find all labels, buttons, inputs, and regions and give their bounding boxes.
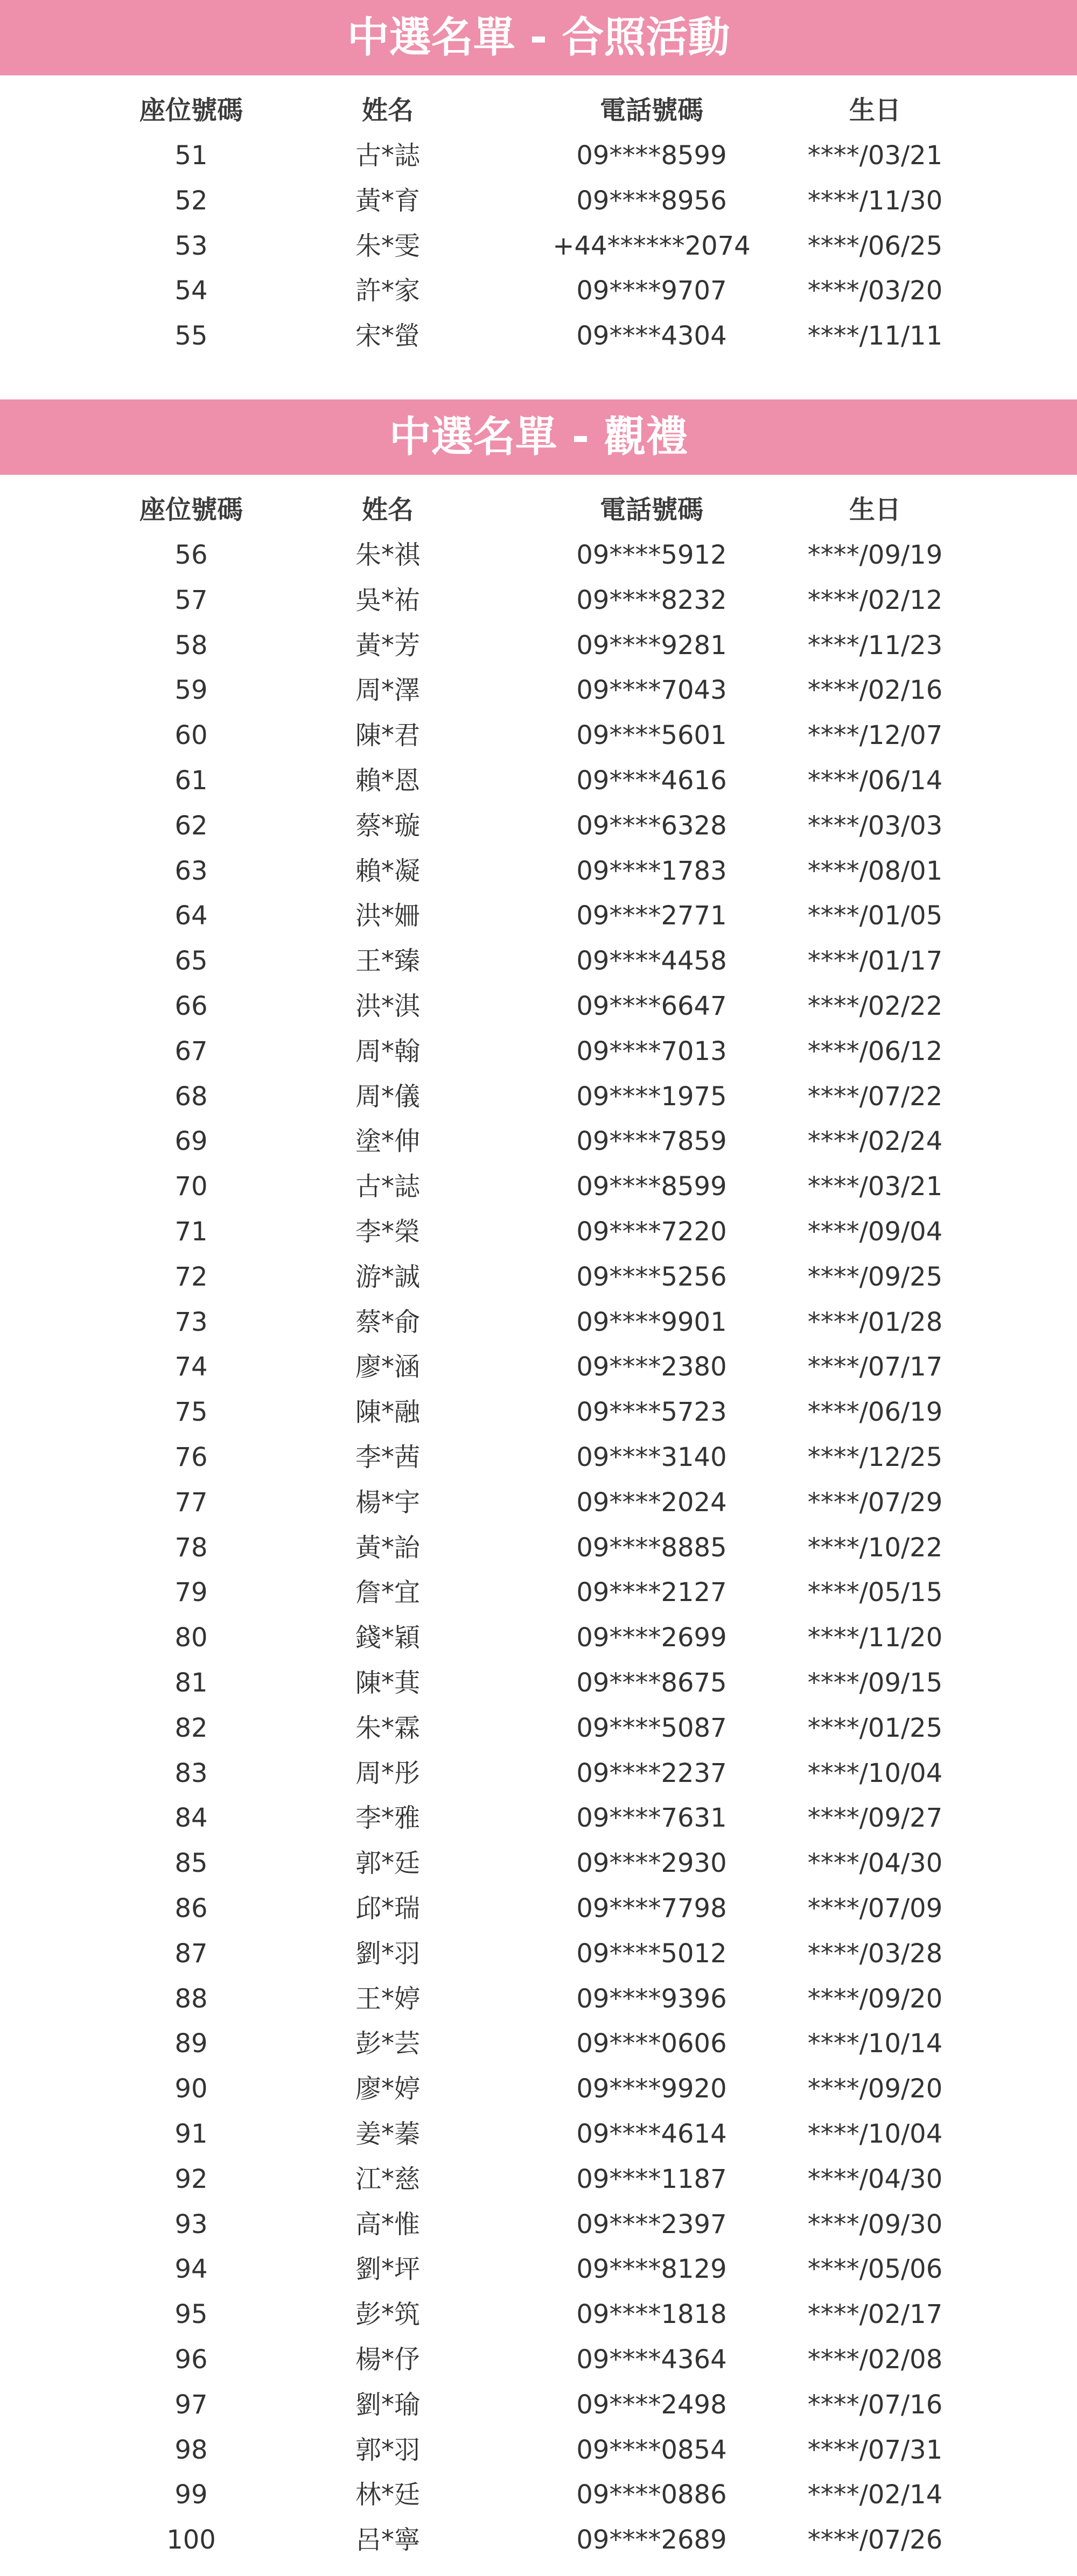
seat-number-cell: 94	[174, 2254, 208, 2284]
phone-cell: 09****5601	[576, 720, 727, 750]
phone-cell: 09****7631	[576, 1803, 727, 1833]
name-cell: 錢*穎	[355, 1623, 420, 1653]
seat-number-cell: 81	[174, 1668, 208, 1698]
table-row	[0, 1254, 1077, 1300]
seat-number-cell: 83	[174, 1758, 208, 1788]
birthday-cell: ****/11/30	[807, 186, 943, 216]
table-row	[0, 2247, 1077, 2292]
name-cell: 黃*芳	[355, 630, 420, 661]
seat-number-cell: 59	[174, 675, 208, 705]
name-cell: 廖*婷	[355, 2074, 420, 2104]
seat-number-cell: 77	[174, 1487, 208, 1518]
section-title-banner: 中選名單 - 觀禮	[0, 399, 1077, 475]
name-cell: 王*婷	[355, 1984, 420, 2014]
table-row	[0, 893, 1077, 938]
seat-number-cell: 66	[174, 991, 208, 1021]
table-row	[0, 2337, 1077, 2382]
birthday-cell: ****/04/30	[807, 2164, 943, 2194]
seat-number-cell: 76	[174, 1442, 208, 1472]
name-cell: 李*榮	[355, 1217, 420, 1247]
name-cell: 邱*瑞	[355, 1893, 420, 1924]
birthday-cell: ****/07/29	[807, 1487, 943, 1518]
name-cell: 洪*姍	[355, 901, 420, 931]
name-cell: 黃*詒	[355, 1533, 420, 1563]
birthday-cell: ****/07/31	[807, 2435, 943, 2465]
table-row	[0, 133, 1077, 178]
column-header-birthday: 生日	[849, 95, 901, 125]
name-cell: 周*澤	[355, 675, 420, 705]
phone-cell: 09****2771	[576, 901, 727, 931]
table-row	[0, 1389, 1077, 1435]
seat-number-cell: 85	[174, 1848, 208, 1878]
seat-number-cell: 88	[174, 1984, 208, 2014]
name-cell: 周*翰	[355, 1036, 420, 1066]
table-row	[0, 1525, 1077, 1570]
table-row	[0, 1029, 1077, 1074]
name-cell: 李*茜	[355, 1442, 420, 1472]
column-header-name: 姓名	[361, 95, 414, 125]
table-row	[0, 2111, 1077, 2157]
table-row	[0, 803, 1077, 848]
birthday-cell: ****/09/19	[807, 540, 943, 570]
phone-cell: 09****8885	[576, 1533, 727, 1563]
seat-number-cell: 54	[174, 276, 208, 306]
column-header-birthday: 生日	[849, 495, 901, 525]
seat-number-cell: 63	[174, 856, 208, 886]
birthday-cell: ****/10/22	[807, 1533, 943, 1563]
birthday-cell: ****/06/19	[807, 1397, 943, 1427]
table-row	[0, 1615, 1077, 1660]
table-row	[0, 713, 1077, 758]
phone-cell: 09****8599	[576, 1171, 727, 1202]
table-row	[0, 1209, 1077, 1254]
table-header-row	[0, 487, 1077, 532]
table-row	[0, 1435, 1077, 1480]
birthday-cell: ****/11/20	[807, 1623, 943, 1653]
birthday-cell: ****/10/14	[807, 2028, 943, 2059]
name-cell: 詹*宜	[355, 1577, 420, 1608]
phone-cell: 09****4616	[576, 766, 727, 796]
phone-cell: 09****8599	[576, 141, 727, 171]
name-cell: 呂*寧	[355, 2525, 420, 2555]
name-cell: 賴*恩	[355, 766, 420, 796]
seat-number-cell: 60	[174, 720, 208, 750]
phone-cell: 09****2380	[576, 1352, 727, 1382]
phone-cell: 09****8675	[576, 1668, 727, 1698]
table-row	[0, 758, 1077, 803]
name-cell: 周*儀	[355, 1082, 420, 1112]
table-row	[0, 1570, 1077, 1615]
birthday-cell: ****/03/03	[807, 811, 943, 841]
birthday-cell: ****/03/20	[807, 276, 943, 306]
table-row	[0, 984, 1077, 1029]
name-cell: 王*臻	[355, 946, 420, 976]
seat-number-cell: 67	[174, 1036, 208, 1066]
birthday-cell: ****/03/28	[807, 1939, 943, 1969]
table-row	[0, 2382, 1077, 2427]
phone-cell: 09****9901	[576, 1307, 727, 1337]
table-row	[0, 2202, 1077, 2247]
name-cell: 楊*宇	[355, 1487, 420, 1518]
phone-cell: 09****9920	[576, 2074, 727, 2104]
phone-cell: 09****4364	[576, 2345, 727, 2375]
name-cell: 黃*育	[355, 186, 420, 216]
seat-number-cell: 69	[174, 1126, 208, 1156]
birthday-cell: ****/02/16	[807, 675, 943, 705]
birthday-cell: ****/06/25	[807, 231, 943, 261]
phone-cell: 09****5012	[576, 1939, 727, 1969]
name-cell: 陳*君	[355, 720, 420, 750]
seat-number-cell: 91	[174, 2119, 208, 2149]
phone-cell: 09****2127	[576, 1577, 727, 1608]
phone-cell: 09****8956	[576, 186, 727, 216]
table-row	[0, 1480, 1077, 1525]
table-row	[0, 668, 1077, 713]
birthday-cell: ****/11/11	[807, 321, 943, 351]
seat-number-cell: 52	[174, 186, 208, 216]
phone-cell: 09****4614	[576, 2119, 727, 2149]
phone-cell: 09****0886	[576, 2480, 727, 2510]
phone-cell: 09****9707	[576, 276, 727, 306]
phone-cell: 09****0606	[576, 2028, 727, 2059]
name-cell: 朱*雯	[355, 231, 420, 261]
phone-cell: 09****2237	[576, 1758, 727, 1788]
phone-cell: 09****1975	[576, 1082, 727, 1112]
phone-cell: 09****4304	[576, 321, 727, 351]
phone-cell: 09****7043	[576, 675, 727, 705]
name-cell: 許*家	[355, 276, 420, 306]
seat-number-cell: 72	[174, 1262, 208, 1292]
birthday-cell: ****/09/27	[807, 1803, 943, 1833]
birthday-cell: ****/07/17	[807, 1352, 943, 1382]
birthday-cell: ****/08/01	[807, 856, 943, 886]
birthday-cell: ****/03/21	[807, 141, 943, 171]
phone-cell: 09****9281	[576, 630, 727, 661]
table-row	[0, 1751, 1077, 1796]
name-cell: 劉*坪	[355, 2254, 420, 2284]
seat-number-cell: 71	[174, 1217, 208, 1247]
table-row	[0, 1300, 1077, 1345]
name-cell: 李*雅	[355, 1803, 420, 1833]
name-cell: 周*彤	[355, 1758, 420, 1788]
name-cell: 陳*融	[355, 1397, 420, 1427]
birthday-cell: ****/09/30	[807, 2209, 943, 2240]
seat-number-cell: 73	[174, 1307, 208, 1337]
name-cell: 賴*凝	[355, 856, 420, 886]
seat-number-cell: 55	[174, 321, 208, 351]
birthday-cell: ****/01/28	[807, 1307, 943, 1337]
seat-number-cell: 79	[174, 1577, 208, 1608]
table-row	[0, 1344, 1077, 1389]
birthday-cell: ****/05/06	[807, 2254, 943, 2284]
birthday-cell: ****/01/25	[807, 1713, 943, 1743]
birthday-cell: ****/07/09	[807, 1893, 943, 1924]
seat-number-cell: 90	[174, 2074, 208, 2104]
phone-cell: 09****8232	[576, 585, 727, 615]
seat-number-cell: 93	[174, 2209, 208, 2240]
phone-cell: 09****7859	[576, 1126, 727, 1156]
seat-number-cell: 87	[174, 1939, 208, 1969]
seat-number-cell: 99	[174, 2480, 208, 2510]
seat-number-cell: 92	[174, 2164, 208, 2194]
table-row	[0, 1931, 1077, 1976]
name-cell: 劉*瑜	[355, 2390, 420, 2420]
name-cell: 劉*羽	[355, 1939, 420, 1969]
table-row	[0, 2157, 1077, 2202]
seat-number-cell: 80	[174, 1623, 208, 1653]
table-row	[0, 223, 1077, 269]
table-row	[0, 848, 1077, 894]
seat-number-cell: 74	[174, 1352, 208, 1382]
birthday-cell: ****/11/23	[807, 630, 943, 661]
birthday-cell: ****/03/21	[807, 1171, 943, 1202]
table-row	[0, 1841, 1077, 1886]
birthday-cell: ****/12/07	[807, 720, 943, 750]
name-cell: 蔡*俞	[355, 1307, 420, 1337]
birthday-cell: ****/02/12	[807, 585, 943, 615]
table-row	[0, 268, 1077, 313]
birthday-cell: ****/12/25	[807, 1442, 943, 1472]
seat-number-cell: 96	[174, 2345, 208, 2375]
phone-cell: 09****5087	[576, 1713, 727, 1743]
birthday-cell: ****/02/08	[807, 2345, 943, 2375]
table-row	[0, 1164, 1077, 1209]
birthday-cell: ****/09/04	[807, 1217, 943, 1247]
name-cell: 古*誌	[355, 1171, 420, 1202]
table-row	[0, 1705, 1077, 1751]
name-cell: 吳*祐	[355, 585, 420, 615]
phone-cell: 09****3140	[576, 1442, 727, 1472]
phone-cell: 09****9396	[576, 1984, 727, 2014]
column-header-phone: 電話號碼	[599, 495, 703, 525]
birthday-cell: ****/06/14	[807, 766, 943, 796]
seat-number-cell: 86	[174, 1893, 208, 1924]
name-cell: 廖*涵	[355, 1352, 420, 1382]
table-row	[0, 623, 1077, 668]
phone-cell: 09****2930	[576, 1848, 727, 1878]
seat-number-cell: 82	[174, 1713, 208, 1743]
phone-cell: 09****5912	[576, 540, 727, 570]
seat-number-cell: 53	[174, 231, 208, 261]
birthday-cell: ****/01/05	[807, 901, 943, 931]
phone-cell: 09****4458	[576, 946, 727, 976]
seat-number-cell: 97	[174, 2390, 208, 2420]
phone-cell: 09****7220	[576, 1217, 727, 1247]
phone-cell: +44******2074	[553, 231, 751, 261]
column-header-seat: 座位號碼	[139, 495, 243, 525]
table-row	[0, 578, 1077, 623]
birthday-cell: ****/09/25	[807, 1262, 943, 1292]
table-row	[0, 2427, 1077, 2473]
birthday-cell: ****/07/16	[807, 2390, 943, 2420]
name-cell: 林*廷	[355, 2480, 420, 2510]
birthday-cell: ****/10/04	[807, 2119, 943, 2149]
name-cell: 古*誌	[355, 141, 420, 171]
phone-cell: 09****1818	[576, 2299, 727, 2329]
phone-cell: 09****0854	[576, 2435, 727, 2465]
name-cell: 陳*萁	[355, 1668, 420, 1698]
table-row	[0, 1886, 1077, 1931]
phone-cell: 09****2689	[576, 2525, 727, 2555]
name-cell: 朱*祺	[355, 540, 420, 570]
table-header-row	[0, 88, 1077, 133]
seat-number-cell: 64	[174, 901, 208, 931]
name-cell: 蔡*璇	[355, 811, 420, 841]
table-row	[0, 1976, 1077, 2022]
seat-number-cell: 78	[174, 1533, 208, 1563]
phone-cell: 09****7013	[576, 1036, 727, 1066]
birthday-cell: ****/07/22	[807, 1082, 943, 1112]
table-row	[0, 313, 1077, 359]
birthday-cell: ****/06/12	[807, 1036, 943, 1066]
phone-cell: 09****5723	[576, 1397, 727, 1427]
phone-cell: 09****2699	[576, 1623, 727, 1653]
birthday-cell: ****/02/17	[807, 2299, 943, 2329]
birthday-cell: ****/09/20	[807, 1984, 943, 2014]
seat-number-cell: 98	[174, 2435, 208, 2465]
name-cell: 高*惟	[355, 2209, 420, 2240]
seat-number-cell: 100	[166, 2525, 216, 2555]
name-cell: 宋*螢	[355, 321, 420, 351]
phone-cell: 09****2498	[576, 2390, 727, 2420]
seat-number-cell: 68	[174, 1082, 208, 1112]
phone-cell: 09****2024	[576, 1487, 727, 1518]
birthday-cell: ****/05/15	[807, 1577, 943, 1608]
column-header-phone: 電話號碼	[599, 95, 703, 125]
birthday-cell: ****/07/26	[807, 2525, 943, 2555]
name-cell: 游*誠	[355, 1262, 420, 1292]
birthday-cell: ****/02/22	[807, 991, 943, 1021]
table-row	[0, 2292, 1077, 2337]
seat-number-cell: 65	[174, 946, 208, 976]
table-row	[0, 1119, 1077, 1164]
birthday-cell: ****/02/24	[807, 1126, 943, 1156]
name-cell: 楊*伃	[355, 2345, 420, 2375]
seat-number-cell: 70	[174, 1171, 208, 1202]
birthday-cell: ****/09/15	[807, 1668, 943, 1698]
table-row	[0, 178, 1077, 223]
table-row	[0, 1795, 1077, 1841]
table-row	[0, 938, 1077, 984]
seat-number-cell: 57	[174, 585, 208, 615]
table-row	[0, 2021, 1077, 2066]
table-row	[0, 2472, 1077, 2517]
phone-cell: 09****1783	[576, 856, 727, 886]
phone-cell: 09****6647	[576, 991, 727, 1021]
section-title-banner: 中選名單 - 合照活動	[0, 0, 1077, 75]
name-cell: 郭*羽	[355, 2435, 420, 2465]
birthday-cell: ****/02/14	[807, 2480, 943, 2510]
phone-cell: 09****8129	[576, 2254, 727, 2284]
seat-number-cell: 84	[174, 1803, 208, 1833]
name-cell: 姜*蓁	[355, 2119, 420, 2149]
table-row	[0, 532, 1077, 578]
birthday-cell: ****/01/17	[807, 946, 943, 976]
name-cell: 彭*芸	[355, 2028, 420, 2059]
seat-number-cell: 56	[174, 540, 208, 570]
seat-number-cell: 51	[174, 141, 208, 171]
phone-cell: 09****7798	[576, 1893, 727, 1924]
seat-number-cell: 89	[174, 2028, 208, 2059]
phone-cell: 09****1187	[576, 2164, 727, 2194]
name-cell: 彭*筑	[355, 2299, 420, 2329]
column-header-name: 姓名	[361, 495, 414, 525]
seat-number-cell: 61	[174, 766, 208, 796]
birthday-cell: ****/04/30	[807, 1848, 943, 1878]
table-row	[0, 1660, 1077, 1705]
column-header-seat: 座位號碼	[139, 95, 243, 125]
table-row	[0, 1074, 1077, 1119]
name-cell: 朱*霖	[355, 1713, 420, 1743]
phone-cell: 09****2397	[576, 2209, 727, 2240]
name-cell: 洪*淇	[355, 991, 420, 1021]
table-row	[0, 2517, 1077, 2563]
seat-number-cell: 58	[174, 630, 208, 661]
seat-number-cell: 75	[174, 1397, 208, 1427]
birthday-cell: ****/09/20	[807, 2074, 943, 2104]
name-cell: 郭*廷	[355, 1848, 420, 1878]
phone-cell: 09****5256	[576, 1262, 727, 1292]
name-cell: 塗*伸	[355, 1126, 420, 1156]
seat-number-cell: 95	[174, 2299, 208, 2329]
birthday-cell: ****/10/04	[807, 1758, 943, 1788]
seat-number-cell: 62	[174, 811, 208, 841]
name-cell: 江*慈	[355, 2164, 420, 2194]
table-row	[0, 2066, 1077, 2111]
phone-cell: 09****6328	[576, 811, 727, 841]
